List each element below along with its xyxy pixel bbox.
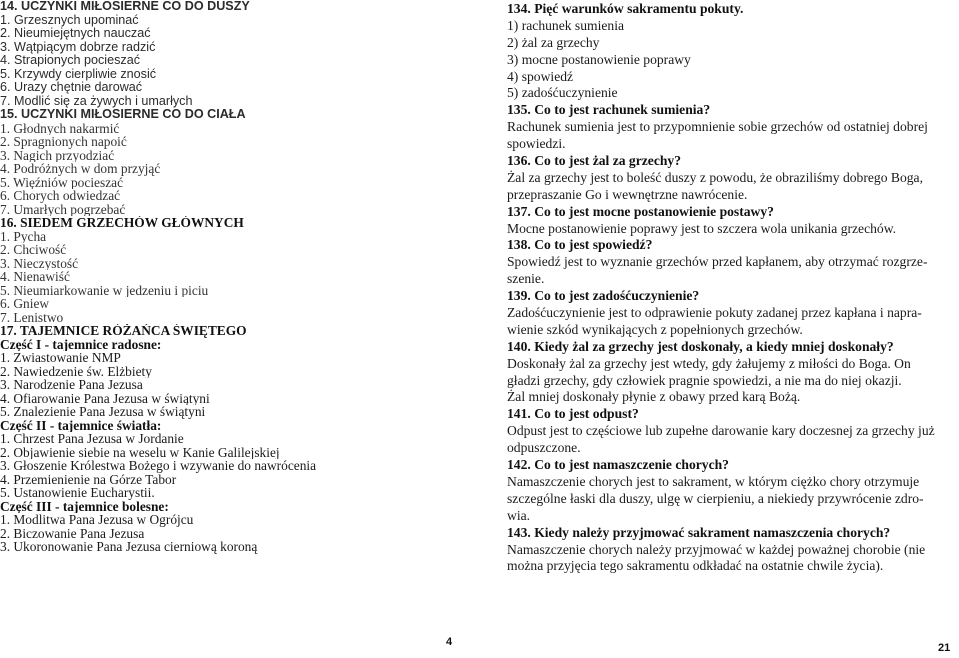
left-text-line: 4. Ofiarowanie Pana Jezusa w świątyni [0,391,210,405]
left-text-heading: 15. UCZYNKI MIŁOSIERNE CO DO CIAŁA [0,108,246,121]
right-text-line: Odpust jest to częściowe lub zupełne darowanie kary doczesnej za grzechy już [507,423,935,439]
left-text-heading: Część II - tajemnice światła: [0,418,162,432]
left-text-line: 3. Głoszenie Królestwa Bożego i wzywanie do nawrócenia [0,459,317,473]
left-text-line: 1. Pycha [0,229,47,243]
left-text-line: 6. Chorych odwiedzać [0,189,121,203]
left-text-line: 5. Krzywdy cierpliwie znosić [0,67,157,81]
left-text-line: 7. Lenistwo [0,310,64,324]
right-text-heading: 143. Kiedy należy przyjmować sakrament namaszczenia chorych? [507,524,891,540]
left-text-line: 1. Zwiastowanie NMP [0,351,121,365]
left-text-heading: 16. SIEDEM GRZECHÓW GŁÓWNYCH [0,216,244,230]
right-text-line: odpuszczone. [507,440,581,456]
left-text-line: 5. Więźniów pocieszać [0,175,124,189]
left-text-line: 4. Strapionych pocieszać [0,54,141,67]
right-text-line: 4) spowiedź [507,68,574,84]
right-text-line: Mocne postanowienie poprawy jest to szczera wola unikania grzechów. [507,220,897,236]
left-text-heading: 14. UCZYNKI MIŁOSIERNE CO DO DUSZY [0,0,250,13]
right-text-line: Namaszczenie chorych należy przyjmować w każdej poważnej chorobie (nie [507,541,926,557]
right-text-heading: 135. Co to jest rachunek sumienia? [507,102,711,118]
left-text-line: 3. Ukoronowanie Pana Jezusa cierniową koroną [0,540,258,554]
left-text-line: 2. Biczowanie Pana Jezusa [0,526,145,540]
left-text-line: 7. Modlić się za żywych i umarłych [0,94,193,108]
right-text-heading: 137. Co to jest mocne postanowienie postawy? [507,203,774,219]
right-text-line: gładzi grzechy, gdy człowiek pragnie spowiedzi, a nie ma do niej okazji. [507,372,902,388]
right-page-number: 21 [938,642,951,654]
right-text-line: przepraszanie Go i wewnętrzne nawrócenie. [507,186,748,202]
left-text-line: 2. Objawienie siebie na weselu w Kanie Galilejskiej [0,445,280,459]
left-text-heading: Część III - tajemnice bolesne: [0,499,169,513]
left-text-heading: 17. TAJEMNICE RÓŻAŃCA ŚWIĘTEGO [0,324,247,338]
right-text-heading: 141. Co to jest odpust? [507,406,639,422]
right-text-heading: 140. Kiedy żal za grzechy jest doskonały, a kiedy mniej doskonały? [507,338,894,354]
right-text-line: Żal mniej doskonały płynie z obawy przed karą Bożą. [507,389,801,405]
right-text-line: Doskonały żal za grzechy jest wtedy, gdy żałujemy z miłości do Boga. On [507,355,911,371]
right-text-line: Zadośćuczynienie jest to odprawienie pokuty zadanej przez kapłana i napra- [507,305,922,321]
right-text-line: 5) zadośćuczynienie [507,85,618,101]
right-text-line: Rachunek sumienia jest to przypomnienie sobie grzechów od ostatniej dobrej [507,119,928,135]
left-text-line: 4. Przemienienie na Górze Tabor [0,472,177,486]
right-text-line: wia. [507,507,531,523]
left-text-line: 1. Głodnych nakarmić [0,121,120,135]
right-text-heading: 138. Co to jest spowiedź? [507,237,653,253]
left-text-line: 5. Znalezienie Pana Jezusa w świątyni [0,405,206,419]
left-text-line: 5. Ustanowienie Eucharystii. [0,486,155,500]
left-page-column [0,0,440,554]
left-text-line: 2. Spragnionych napoić [0,135,127,149]
right-text-line: można przyjęcia tego sakramentu odkładać na ostatnie chwile życia). [507,558,884,574]
left-text-line: 3. Nieczystość [0,256,79,270]
left-text-line: 5. Nieumiarkowanie w jedzeniu i piciu [0,283,209,297]
left-text-line: 3. Nagich przyodziać [0,148,115,162]
left-text-line: 1. Modlitwa Pana Jezusa w Ogrójcu [0,513,194,527]
right-text-line: 3) mocne postanowienie poprawy [507,51,691,67]
left-text-line: 6. Urazy chętnie darować [0,81,143,94]
right-text-line: 1) rachunek sumienia [507,17,625,33]
left-page-number: 4 [446,636,453,648]
left-text-line: 7. Umarłych pogrzebać [0,202,126,216]
left-text-line: 3. Wątpiącym dobrze radzić [0,40,156,54]
right-page-column [507,1,959,575]
left-text-line: 4. Nienawiść [0,270,70,284]
right-text-heading: 139. Co to jest zadośćuczynienie? [507,288,700,304]
left-text-line: 2. Nawiedzenie św. Elżbiety [0,364,152,378]
left-text-line: 4. Podróżnych w dom przyjąć [0,162,161,176]
right-text-line: Żal za grzechy jest to boleść duszy z powodu, że obraziliśmy dobrego Boga, [507,169,923,185]
right-text-heading: 134. Pięć warunków sakramentu pokuty. [507,1,744,16]
left-text-line: 6. Gniew [0,297,50,311]
left-text-heading: Część I - tajemnice radosne: [0,337,162,351]
right-text-heading: 142. Co to jest namaszczenie chorych? [507,457,729,473]
left-text-line: 2. Chciwość [0,243,67,257]
right-text-line: 2) żal za grzechy [507,34,600,50]
right-text-line: wienie szkód wynikających z popełnionych grzechów. [507,321,803,337]
left-text-line: 1. Chrzest Pana Jezusa w Jordanie [0,432,184,446]
right-text-line: Namaszczenie chorych jest to sakrament, w którym ciężko chory otrzymuje [507,473,920,489]
right-text-line: szenie. [507,271,545,287]
right-text-line: szczególne łaski dla duszy, ulgę w cierpieniu, a niekiedy przywrócenie zdro- [507,490,924,506]
left-text-line: 2. Nieumiejętnych nauczać [0,27,151,40]
left-text-line: 1. Grzesznych upominać [0,13,139,27]
left-text-line: 3. Narodzenie Pana Jezusa [0,378,143,392]
right-text-heading: 136. Co to jest żal za grzechy? [507,153,682,169]
right-text-line: Spowiedź jest to wyznanie grzechów przed kapłanem, aby otrzymać rozgrze- [507,254,928,270]
right-text-line: spowiedzi. [507,136,566,152]
